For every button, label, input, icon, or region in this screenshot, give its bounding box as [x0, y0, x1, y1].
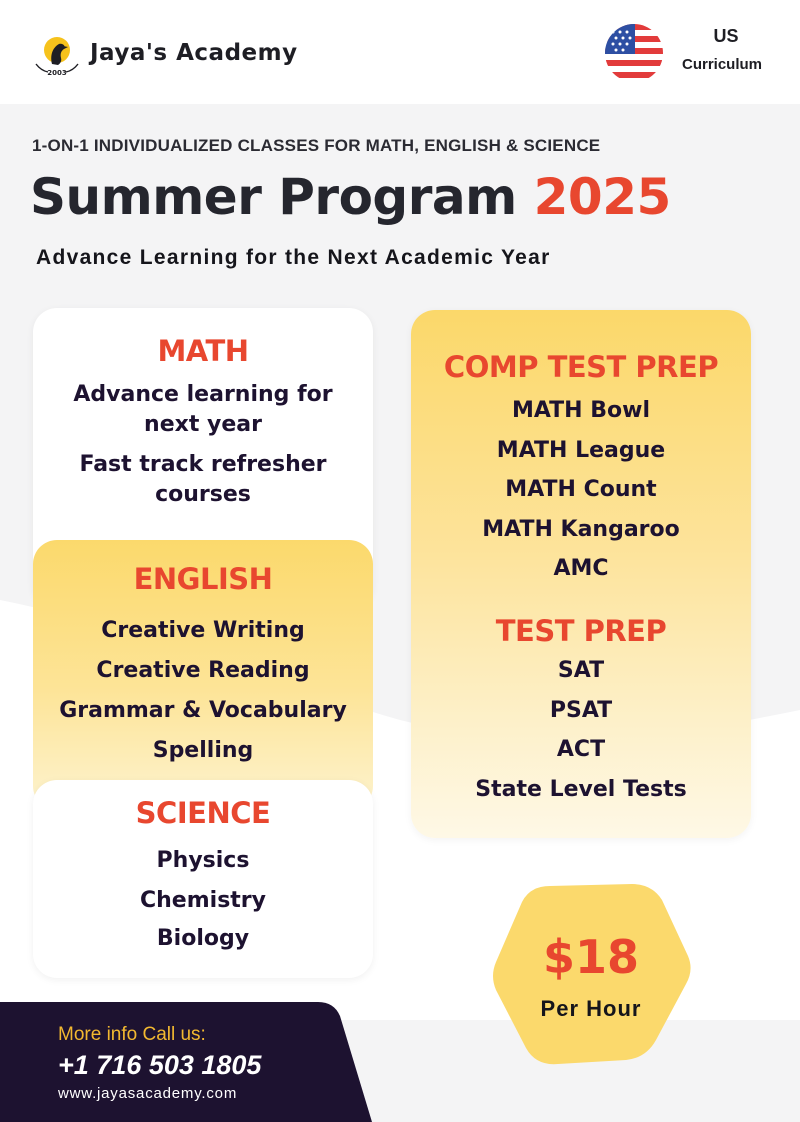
logo-year: 2003: [47, 69, 67, 77]
contact-website[interactable]: www.jayasacademy.com: [58, 1085, 238, 1102]
science-item: Biology: [156, 926, 250, 951]
comp-test-prep-item: MATH League: [496, 438, 666, 463]
science-card: [33, 780, 373, 978]
english-card: [33, 540, 373, 810]
curriculum-label: Curriculum: [681, 56, 762, 73]
science-title: SCIENCE: [135, 796, 271, 830]
math-item: Fast track refresher: [79, 452, 327, 477]
page-title: [30, 168, 671, 226]
page-subtitle: Advance Learning for the Next Academic Year: [36, 246, 551, 269]
english-item: Creative Writing: [101, 618, 305, 643]
math-title: MATH: [157, 334, 249, 368]
test-prep-item: SAT: [557, 658, 605, 683]
english-item: Spelling: [152, 738, 254, 763]
test-prep-item: State Level Tests: [475, 777, 687, 802]
english-item: Creative Reading: [96, 658, 310, 683]
english-item: Grammar & Vocabulary: [59, 698, 347, 723]
comp-test-prep-item: AMC: [553, 556, 609, 581]
us-flag-icon: [605, 24, 663, 82]
science-item: Physics: [156, 848, 250, 873]
price-value: $18: [542, 930, 640, 984]
comp-test-prep-title: COMP TEST PREP: [443, 350, 719, 384]
curriculum-country: US: [713, 26, 739, 46]
title-main: Summer Program: [30, 168, 534, 226]
math-item: Advance learning for: [73, 382, 333, 407]
comp-test-prep-item: MATH Bowl: [511, 398, 651, 423]
contact-cta: More info Call us:: [58, 1024, 206, 1045]
english-title: ENGLISH: [133, 562, 273, 596]
price-unit: Per Hour: [540, 996, 642, 1021]
header: [0, 0, 800, 104]
comp-test-prep-item: MATH Count: [505, 477, 657, 502]
program-eyebrow: 1-ON-1 INDIVIDUALIZED CLASSES FOR MATH, ENGLISH & SCIENCE: [32, 136, 601, 155]
test-prep-item: ACT: [556, 737, 606, 762]
test-prep-title: TEST PREP: [495, 614, 667, 648]
comp-test-prep-item: MATH Kangaroo: [482, 517, 680, 542]
math-item: courses: [155, 482, 251, 507]
science-item: Chemistry: [140, 888, 266, 913]
brand-name: Jaya's Academy: [90, 40, 298, 66]
math-item: next year: [144, 412, 262, 437]
title-year: 2025: [533, 168, 671, 226]
test-prep-item: PSAT: [549, 698, 613, 723]
academy-logo-icon: [30, 34, 84, 78]
test-prep-card: [411, 310, 751, 838]
contact-phone[interactable]: +1 716 503 1805: [58, 1050, 262, 1080]
